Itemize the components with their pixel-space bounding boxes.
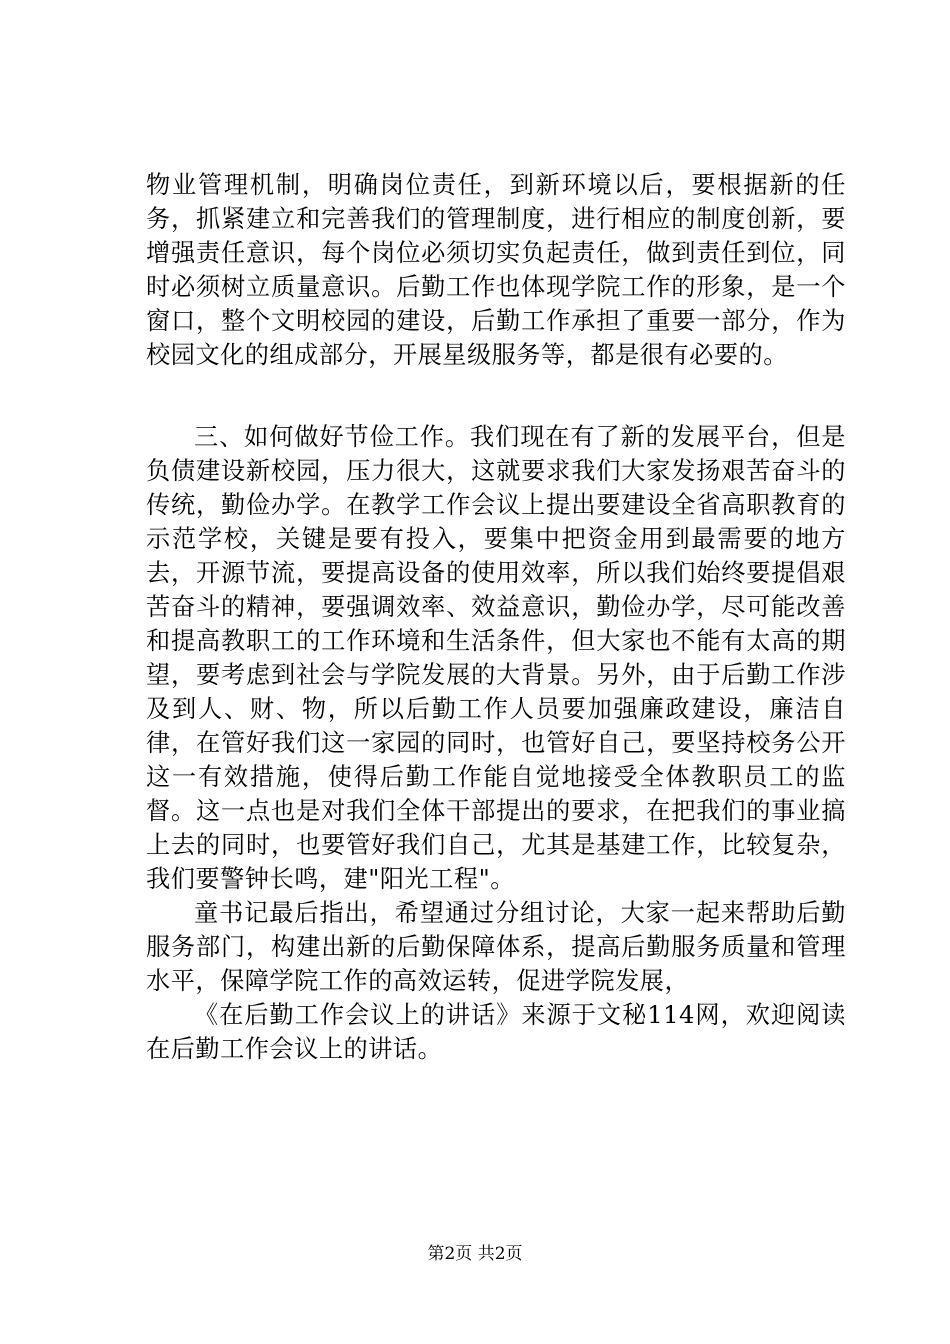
paragraph-section-three: 三、如何做好节俭工作。我们现在有了新的发展平台，但是负债建设新校园，压力很大，这就要求我们大家发扬艰苦奋斗的传统，勤俭办学。在教学工作会议上提出要建设全省高职教育的示范学校，关键是要有投入，要集中把资金用到最需要的地方去，开源节流，要提高设备的使用效率，所以我们始终要提倡艰苦奋斗的精神，要强调效率、效益意识，勤俭办学，尽可能改善和提高教职工的工作环境和生活条件，但大家也不能有太高的期望，要考虑到社会与学院发展的大背景。另外，由于后勤工作涉及到人、财、物，所以后勤工作人员要加强廉政建设，廉洁自律，在管好我们这一家园的同时，也管好自己，要坚持校务公开这一有效措施，使得后勤工作能自觉地接受全体教职员工的监督。这一点也是对我们全体干部提出的要求，在把我们的事业搞上去的同时，也要管好我们自己，尤其是基建工作，比较复杂，我们要警钟长鸣，建"阳光工程"。 <box>146 423 846 893</box>
paragraph-gap <box>146 372 846 420</box>
paragraph-source-note: 《在后勤工作会议上的讲话》来源于文秘114网，欢迎阅读在后勤工作会议上的讲话。 <box>146 1001 846 1063</box>
paragraph-continuation: 物业管理机制，明确岗位责任，到新环境以后，要根据新的任务，抓紧建立和完善我们的管理制度，进行相应的制度创新，要增强责任意识，每个岗位必须切实负起责任，做到责任到位，同时必须树立质量意识。后勤工作也体现学院工作的形象，是一个窗口，整个文明校园的建设，后勤工作承担了重要一部分，作为校园文化的组成部分，开展星级服务等，都是很有必要的。 <box>146 171 846 369</box>
document-body <box>146 168 846 1066</box>
page-number-footer: 第2页 共2页 <box>427 1244 523 1264</box>
paragraph-closing-remarks: 童书记最后指出，希望通过分组讨论，大家一起来帮助后勤服务部门，构建出新的后勤保障体系，提高后勤服务质量和管理水平，保障学院工作的高效运转，促进学院发展， <box>146 899 846 995</box>
